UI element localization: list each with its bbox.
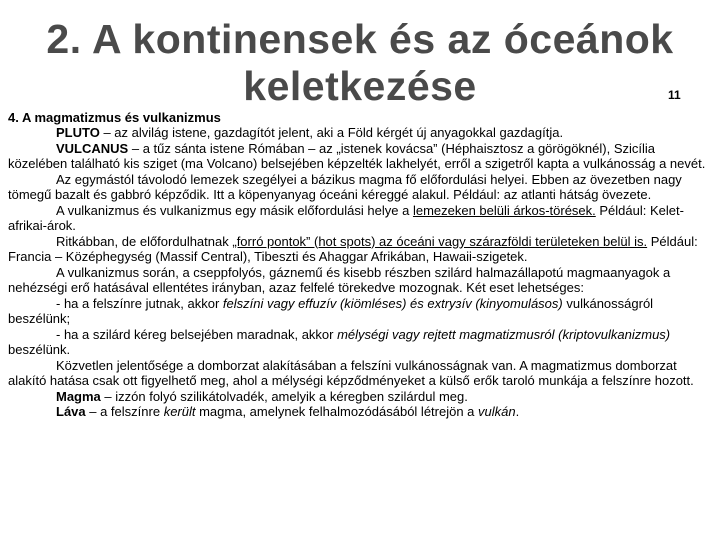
deep-text-1: - ha a szilárd kéreg belsejében maradnak, akkor bbox=[56, 326, 338, 342]
slide-body bbox=[8, 125, 708, 420]
surface-italic: felszíni vagy effuzív (kiömléses) és extrузív (kinyomulásos) bbox=[222, 295, 563, 311]
deep-text-2: beszélünk. bbox=[8, 342, 71, 357]
hotspot-underlined: „forró pontok” (hot spots) az óceáni vagy szárazföldi területeken belül is. bbox=[232, 233, 648, 249]
paragraph-volcanism-process: A vulkanizmus során, a cseppfolyós, gáznemű és kisebb részben szilárd halmazállapotú magmaanyagok a nehézségi erő hatásával ellentétes irányban, azaz felfelé törekedve mozognak. Két eset lehetséges: bbox=[8, 264, 671, 295]
deep-italic: mélységi vagy rejtett magmatizmusról (kriptovulkanizmus) bbox=[337, 326, 671, 342]
paragraph-divergent-plates: Az egymástól távolodó lemezek szegélyei a bázikus magma fő előfordulási helyei. Ebben az övezetben nagy tömegű bazalt és gabbró képződik. Itt a köpenyanyag óceáni kéreggé alakul. Például: az atlanti hátság övezete. bbox=[8, 171, 682, 202]
term-lava: Láva bbox=[56, 404, 86, 419]
pluto-text: – az alvilág istene, gazdagítót jelent, aki a Föld kérgét új anyagokkal gazdagítja. bbox=[99, 125, 564, 140]
surface-text-1: - ha a felszínre jutnak, akkor bbox=[56, 295, 223, 311]
term-vulcanus: VULCANUS bbox=[56, 140, 129, 156]
hotspot-text-1: Ritkábban, de előfordulhatnak bbox=[56, 233, 233, 249]
rift-text-2: Például: Kelet-afrikai-árok. bbox=[8, 202, 684, 233]
lava-text-3: . bbox=[515, 404, 520, 419]
lava-text-2: magma, amelynek felhalmozódásából létrejön a bbox=[195, 404, 479, 419]
paragraph-rift bbox=[8, 203, 708, 234]
slide-title bbox=[0, 16, 720, 110]
rift-text-1: A vulkanizmus és vulkanizmus egy másik előfordulási helye a bbox=[56, 202, 413, 218]
vulcanus-text: – a tűz sánta istene Rómában – az „istenek kovácsa” (Héphaisztosz a görögöknél), Szicília közelében található kis sziget (ma Volcano) belsejében képzelték lakhelyét, erről a szigetről kapta a vulkánosság a nevét. bbox=[8, 140, 706, 171]
paragraph-lava bbox=[8, 404, 708, 420]
paragraph-relief: Közvetlen jelentősége a domborzat alakításában a felszíni vulkánosságnak van. A magmatizmus domborzat alakító hatása csak ott figyelhető meg, ahol a mélységi képződményeket a külső erők taroló munkája a felszínre hozott. bbox=[8, 357, 694, 388]
lava-italic-2: vulkán bbox=[478, 404, 516, 419]
paragraph-surface-case bbox=[8, 296, 708, 327]
magma-text: – izzón folyó szilikátolvadék, amelyik a kéregben szilárdul meg. bbox=[100, 388, 468, 404]
lava-italic-1: került bbox=[163, 404, 196, 419]
paragraph-hot-spots bbox=[8, 234, 708, 265]
section-heading: 4. A magmatizmus és vulkanizmus bbox=[8, 110, 221, 125]
paragraph-magma bbox=[8, 389, 708, 405]
rift-underlined: lemezeken belüli árkos-törések. bbox=[412, 202, 596, 218]
title-line-2: keletkezése bbox=[243, 63, 477, 109]
slide-number: 11 bbox=[668, 88, 681, 102]
surface-text-2: vulkánosságról beszélünk; bbox=[8, 295, 654, 326]
lava-text-1: – a felszínre bbox=[85, 404, 164, 419]
paragraph-vulcanus bbox=[8, 141, 708, 172]
term-pluto: PLUTO bbox=[56, 125, 100, 140]
term-magma: Magma bbox=[56, 388, 101, 404]
paragraph-deep-case bbox=[8, 327, 708, 358]
hotspot-text-2: Például: Francia – Középhegység (Massif Central), Tibeszti és Ahaggar Afrikában, Hawaii-szigetek. bbox=[8, 233, 698, 264]
paragraph-pluto bbox=[8, 125, 708, 141]
title-line-1: 2. A kontinensek és az óceánok bbox=[46, 16, 674, 62]
